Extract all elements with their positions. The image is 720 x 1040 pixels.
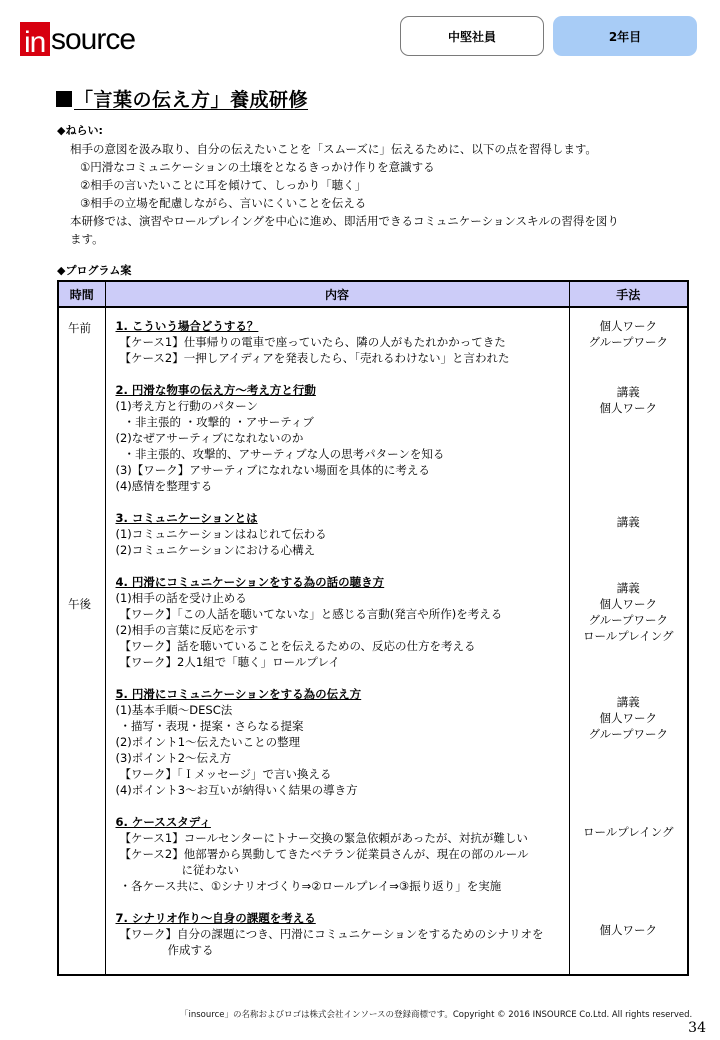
block-title: 6. ケーススタディ [115,815,211,829]
method-block [570,514,688,564]
column-header-method: 手法 [569,281,688,307]
program-block [116,510,569,558]
program-block [116,910,569,958]
method-cell [569,307,688,975]
target-year-label: 2年目 [553,16,697,56]
block-line: (1)基本手順～DESC法 [115,703,233,717]
logo-text: source [51,23,136,56]
method-item: グループワーク [588,335,669,349]
block-line: 【ワーク】自分の課題につき、円滑にコミュニケーションをするためのシナリオを [119,927,544,941]
title-text: 「言葉の伝え方」養成研修 [74,89,309,111]
method-item: グループワーク [588,727,669,741]
method-item: ロールプレイング [582,825,674,839]
method-block [570,318,688,368]
table-row [58,307,688,975]
method-block [570,824,688,906]
block-title: 2. 円滑な物事の伝え方～考え方と行動 [115,383,316,397]
program-block [116,574,569,670]
block-line: に従わない [181,863,239,877]
aim-line: ②相手の言いたいことに耳を傾けて、しっかり「聴く」 [80,178,367,192]
block-line: (3)ポイント2～伝え方 [115,751,232,765]
block-title: 7. シナリオ作り～自身の課題を考える [115,911,316,925]
block-line: 【ケース1】コールセンターにトナー交換の緊急依頼があったが、対抗が難しい [119,831,528,845]
method-item: 個人ワーク [599,597,657,611]
aim-line: ③相手の立場を配慮しながら、言いにくいことを伝える [80,196,367,210]
time-afternoon: 午後 [68,597,91,611]
method-item: 個人ワーク [599,711,657,725]
block-line: (1)考え方と行動のパターン [115,399,259,413]
method-item: 講義 [616,515,640,529]
method-item: 講義 [616,581,640,595]
block-line: (4)感情を整理する [115,479,213,493]
time-cell [58,307,105,975]
block-line: ・各ケース共に、①シナリオづくり⇒②ロールプレイ⇒③振り返り」を実施 [119,879,502,893]
block-line: (2)相手の言葉に反応を示す [115,623,259,637]
program-heading: ◆プログラム案 [57,264,132,277]
method-block [570,384,688,498]
block-line: ・非主張的 ・攻撃的 ・アサーティブ [123,415,314,429]
program-block [116,686,569,798]
block-line: (2)なぜアサーティブになれないのか [115,431,304,445]
block-line: ・描写・表現・提案・さらなる提案 [119,719,304,733]
method-block [570,580,688,678]
method-item: 講義 [616,695,640,709]
content-cell [105,307,569,975]
page-title [56,85,308,112]
block-line: 【ケース2】一押しアイディアを発表したら、「売れるわけない」と言われた [119,351,510,365]
method-item: 個人ワーク [599,401,657,415]
column-header-content: 内容 [105,281,569,307]
aim-line: 本研修では、演習やロールプレイングを中心に進め、即活用できるコミュニケーションスキルの習得を図り [70,214,619,228]
block-line: (2)ポイント1～伝えたいことの整理 [115,735,301,749]
table-header-row [58,281,688,307]
block-line: 【ワーク】2人1組で「聴く」ロールプレイ [119,655,340,669]
logo-red-box: in [20,22,50,56]
program-block [116,814,569,894]
program-table [57,280,689,976]
copyright-notice: 「insource」の名称およびロゴは株式会社インソースの登録商標です。Copyright © 2016 INSOURCE Co.Ltd. All rights reserved. [180,1010,693,1020]
method-item: ロールプレイング [582,629,674,643]
method-item: 個人ワーク [599,319,657,333]
block-line: 【ワーク】「この人話を聴いてないな」と感じる言動(発言や所作)を考える [119,607,503,621]
block-title: 3. コミュニケーションとは [115,511,258,525]
program-block [116,318,569,366]
aim-line: 相手の意図を汲み取り、自分の伝えたいことを「スムーズに」伝えるために、以下の点を習得します。 [70,142,597,156]
block-line: (1)コミュニケーションはねじれて伝わる [115,527,327,541]
method-item: 個人ワーク [599,923,657,937]
block-line: 作成する [167,943,214,957]
method-block [570,922,688,938]
block-title: 5. 円滑にコミュニケーションをする為の伝え方 [115,687,362,701]
aim-line: ①円滑なコミュニケーションの土壌をとなるきっかけ作りを意識する [80,160,435,174]
block-line: 【ケース1】仕事帰りの電車で座っていたら、隣の人がもたれかかってきた [119,335,506,349]
target-level-label: 中堅社員 [400,16,544,56]
block-line: 【ケース2】他部署から異動してきたベテラン従業員さんが、現在の部のルール [119,847,529,861]
method-item: グループワーク [588,613,669,627]
block-title: 4. 円滑にコミュニケーションをする為の話の聴き方 [115,575,385,589]
block-line: 【ワーク】話を聴いていることを伝えるための、反応の仕方を考える [119,639,476,653]
block-line: (3)【ワーク】アサーティブになれない場面を具体的に考える [115,463,430,477]
block-line: 【ワーク】「Ｉメッセージ」で言い換える [119,767,332,781]
time-morning: 午前 [68,321,91,335]
title-square-icon [56,91,72,107]
aim-text [70,140,619,248]
block-line: ・非主張的、攻撃的、アサーティブな人の思考パターンを知る [123,447,445,461]
method-block [570,694,688,808]
aim-heading: ◆ねらい: [57,124,103,137]
method-item: 講義 [616,385,640,399]
aim-line: ます。 [70,232,104,246]
page-number: 34 [688,1020,706,1036]
block-line: (1)相手の話を受け止める [115,591,247,605]
insource-logo [20,22,136,59]
program-block [116,382,569,494]
block-title: 1. こういう場合どうする？ [115,319,259,333]
column-header-time: 時間 [58,281,105,307]
block-line: (4)ポイント3～お互いが納得いく結果の導き方 [115,783,358,797]
block-line: (2)コミュニケーションにおける心構え [115,543,316,557]
